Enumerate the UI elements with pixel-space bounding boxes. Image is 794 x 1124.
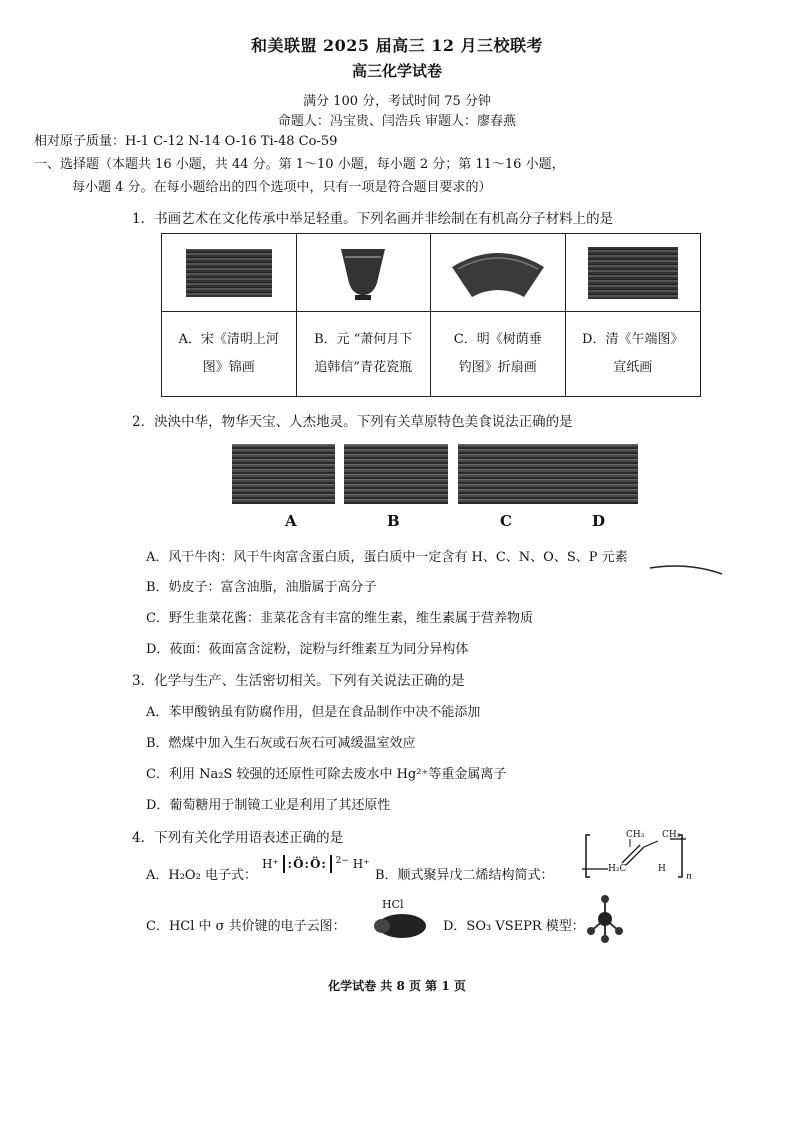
so3-vsepr-model [585, 893, 625, 945]
handwritten-underline [648, 562, 724, 576]
ch2-label: CH₂ [662, 830, 681, 840]
q4-option-b-label: B．顺式聚异戊二烯结构简式： [375, 868, 554, 883]
food-photo-d [556, 444, 638, 504]
q4-stem: 4．下列有关化学用语表述正确的是 [132, 830, 344, 846]
q2-option-b: B．奶皮子：富含油脂，油脂属于高分子 [146, 580, 377, 595]
food-photo-c [458, 444, 558, 504]
fan-image-c [431, 234, 566, 312]
q2-option-d: D．莜面：莜面富含淀粉，淀粉与纤维素互为同分异构体 [146, 642, 469, 657]
h2c-label: H₂C [608, 864, 627, 874]
atomic-mass: 相对原子质量：H-1 C-12 N-14 O-16 Ti-48 Co-59 [34, 134, 338, 149]
q1-option-a: A．宋《清明上河 图》锦画 [162, 312, 297, 396]
q3-option-c: C．利用 Na₂S 较强的还原性可除去废水中 Hg²⁺等重金属离子 [146, 767, 507, 782]
section-heading-line2: 每小题 4 分。在每小题给出的四个选项中，只有一项是符合题目要求的） [72, 180, 492, 195]
q3-stem: 3．化学与生产、生活密切相关。下列有关说法正确的是 [132, 673, 465, 689]
q3-option-b: B．燃煤中加入生石灰或石灰石可减缓温室效应 [146, 736, 416, 751]
q4-option-c-label: C．HCl 中 σ 共价键的电子云图： [146, 919, 346, 934]
page-footer: 化学试卷 共 8 页 第 1 页 [328, 979, 466, 993]
exam-subtitle: 高三化学试卷 [351, 62, 442, 80]
photo-label-a: A [285, 512, 297, 530]
q1-option-c: C．明《树荫垂 钓图》折扇画 [431, 312, 566, 396]
food-photo-b [344, 444, 448, 504]
q1-option-b: B．元 “萧何月下 追韩信”青花瓷瓶 [297, 312, 432, 396]
q1-table [161, 233, 701, 397]
hcl-label: HCl [382, 898, 404, 911]
section-heading-line1: 一、选择题（本题共 16 小题，共 44 分。第 1～10 小题，每小题 2 分；第 11～16 小题， [34, 157, 565, 172]
q2-option-c: C．野生韭菜花酱：韭菜花含有丰富的维生素，维生素属于营养物质 [146, 611, 533, 626]
photo-label-b: B [387, 512, 400, 530]
q3-option-d: D．葡萄糖用于制镜工业是利用了其还原性 [146, 798, 391, 813]
q4-option-d-label: D．SO₃ VSEPR 模型： [443, 919, 585, 934]
painting-image-a [162, 234, 297, 312]
electron-cloud-image [372, 912, 428, 940]
vase-image-b [297, 234, 432, 312]
q3-option-a: A．苯甲酸钠虽有防腐作用，但是在食品制作中决不能添加 [146, 705, 481, 720]
h2o2-electron-formula: H⁺ :Ö:Ö: $^{2-}$ H⁺ [262, 856, 370, 871]
q1-option-d: D．清《午端图》 宣纸画 [582, 332, 684, 375]
exam-title: 和美联盟 2025 届高三 12 月三校联考 [250, 36, 544, 55]
photo-label-c: C [500, 512, 512, 530]
q2-option-a: A．风干牛肉：风干牛肉富含蛋白质，蛋白质中一定含有 H、C、N、O、S、P 元素 [146, 550, 628, 565]
food-photo-a [232, 444, 335, 504]
ch3-label: CH₃ [626, 830, 645, 840]
authors: 命题人：冯宝贵、闫浩兵 审题人：廖春燕 [277, 114, 517, 129]
q1-stem: 1．书画艺术在文化传承中举足轻重。下列名画并非绘制在有机高分子材料上的是 [132, 211, 614, 227]
h-label: H [658, 864, 666, 874]
n-subscript: n [686, 872, 692, 882]
q4-option-a-label: A．H₂O₂ 电子式： [146, 868, 257, 883]
score-time: 满分 100 分，考试时间 75 分钟 [303, 94, 491, 109]
q2-stem: 2．泱泱中华，物华天宝、人杰地灵。下列有关草原特色美食说法正确的是 [132, 414, 573, 430]
photo-label-d: D [592, 512, 606, 530]
scroll-image-d [566, 234, 701, 312]
